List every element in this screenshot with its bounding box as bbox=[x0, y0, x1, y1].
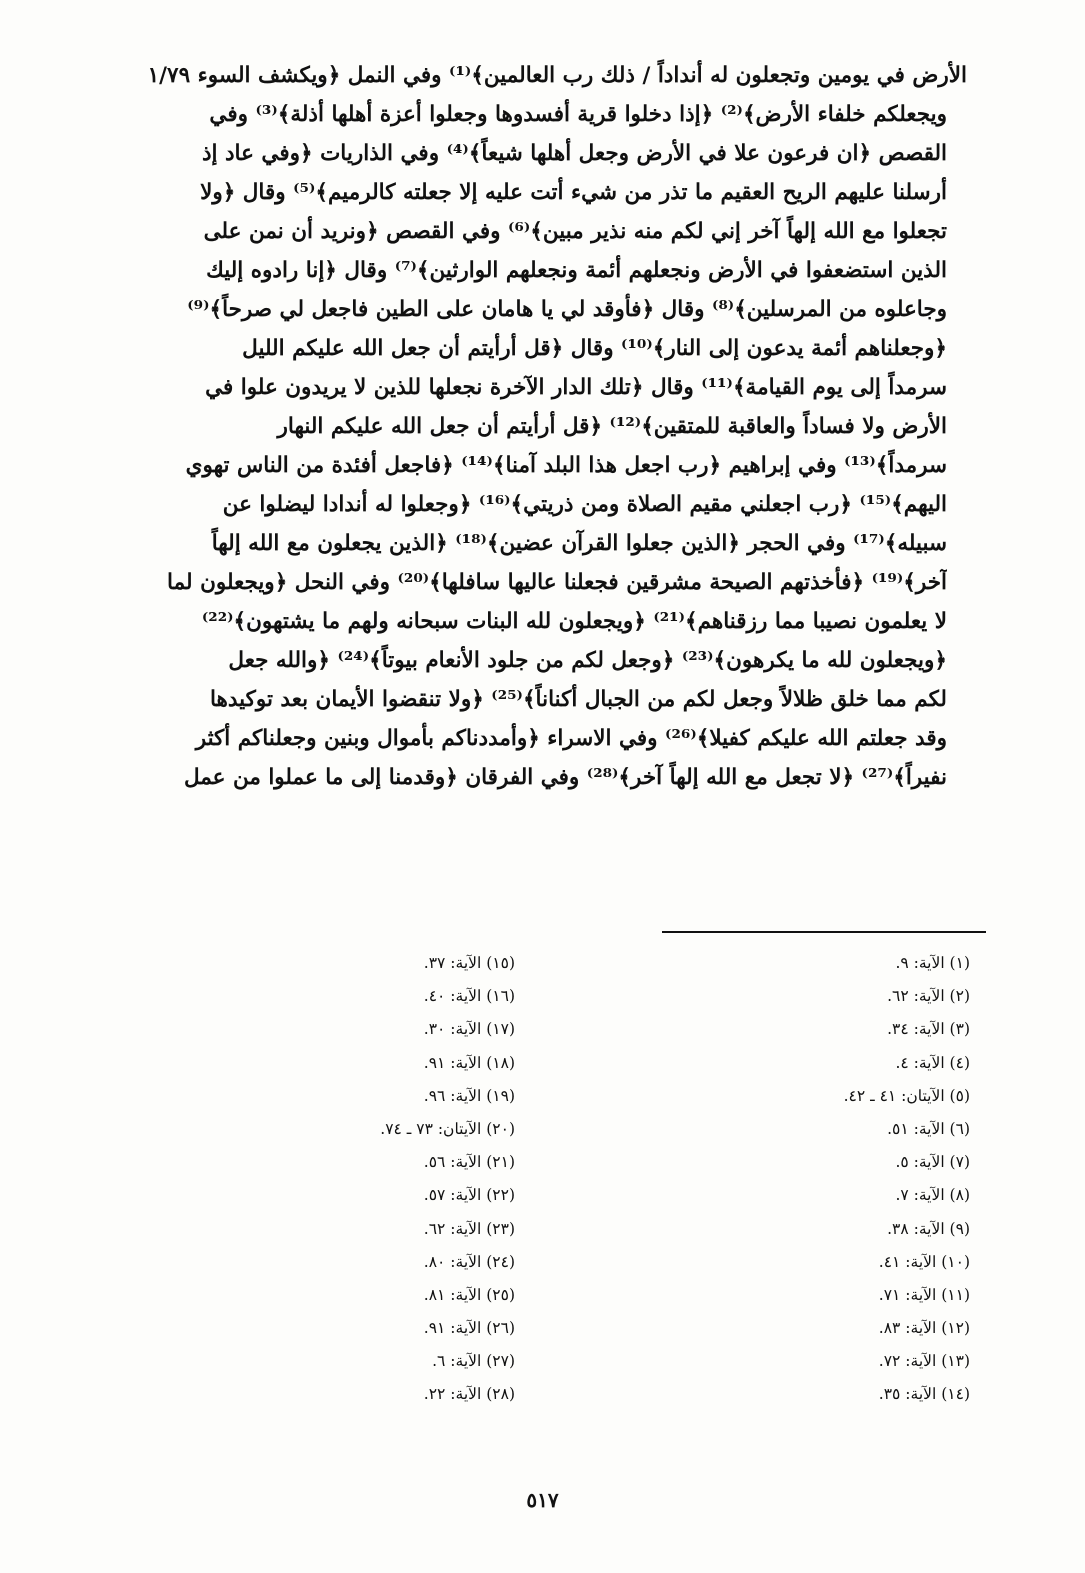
footnote: (٢) الآية: ٦٢. bbox=[887, 987, 970, 1006]
main-body-text bbox=[137, 56, 967, 797]
text-line: اليهم﴾⁽¹⁵⁾ ﴿رب اجعلني مقيم الصلاة ومن ذريتي﴾⁽¹⁶⁾ ﴿وجعلوا له أندادا ليضلوا عن bbox=[222, 492, 947, 517]
footnotes-right-column bbox=[670, 947, 970, 1412]
text-line: الأرض في يومين وتجعلون له أنداداً / ذلك رب العالمين﴾⁽¹⁾ وفي النمل ﴿ويكشف السوء ١/٧٩ bbox=[147, 63, 967, 88]
footnote: (١٦) الآية: ٤٠. bbox=[423, 987, 515, 1006]
footnote: (٨) الآية: ٧. bbox=[895, 1186, 970, 1205]
text-line: وجاعلوه من المرسلين﴾⁽⁸⁾ وقال ﴿فأوقد لي يا هامان على الطين فاجعل لي صرحاً﴾⁽⁹⁾ bbox=[187, 297, 947, 322]
footnote: (٢٨) الآية: ٢٢. bbox=[423, 1385, 515, 1404]
footnote: (١٥) الآية: ٣٧. bbox=[423, 954, 515, 972]
footnote: (١٧) الآية: ٣٠. bbox=[423, 1020, 515, 1039]
text-line: لكم مما خلق ظلالاً وجعل لكم من الجبال أكناناً﴾⁽²⁵⁾ ﴿ولا تنقضوا الأيمان بعد توكيدها bbox=[209, 687, 947, 712]
footnote: (١٣) الآية: ٧٢. bbox=[878, 1352, 970, 1371]
footnote: (٢٤) الآية: ٨٠. bbox=[423, 1252, 515, 1271]
footnote: (٢٥) الآية: ٨١. bbox=[423, 1285, 515, 1304]
text-line: الأرض ولا فساداً والعاقبة للمتقين﴾⁽¹²⁾ ﴿قل أرأيتم أن جعل الله عليكم النهار bbox=[277, 414, 947, 439]
footnote: (٤) الآية: ٤. bbox=[895, 1053, 970, 1072]
text-line: وقد جعلتم الله عليكم كفيلا﴾⁽²⁶⁾ وفي الاسراء ﴿وأمددناكم بأموال وبنين وجعلناكم أكثر bbox=[195, 726, 947, 751]
footnote: (٢٣) الآية: ٦٢. bbox=[423, 1219, 515, 1238]
text-line: الذين استضعفوا في الأرض ونجعلهم أئمة ونجعلهم الوارثين﴾⁽⁷⁾ وقال ﴿إنا رادوه إليك bbox=[206, 258, 947, 283]
text-line: لا يعلمون نصيبا مما رزقناهم﴾⁽²¹⁾ ﴿ويجعلون لله البنات سبحانه ولهم ما يشتهون﴾⁽²²⁾ bbox=[201, 609, 947, 634]
footnote: (٩) الآية: ٣٨. bbox=[887, 1219, 970, 1238]
footnote: (٢٢) الآية: ٥٧. bbox=[423, 1186, 515, 1205]
footnote: (٣) الآية: ٣٤. bbox=[887, 1020, 970, 1039]
text-line: نفيراً﴾⁽²⁷⁾ ﴿لا تجعل مع الله إلهاً آخر﴾⁽²⁸⁾ وفي الفرقان ﴿وقدمنا إلى ما عملوا من عمل bbox=[183, 765, 947, 790]
footnote: (٧) الآية: ٥. bbox=[895, 1153, 970, 1172]
footnote: (١١) الآية: ٧١. bbox=[878, 1285, 970, 1304]
footnote: (٢١) الآية: ٥٦. bbox=[423, 1153, 515, 1172]
footnote-separator bbox=[662, 931, 986, 933]
footnote: (٢٠) الآيتان: ٧٣ ـ ٧٤. bbox=[380, 1119, 515, 1138]
footnotes-left-column bbox=[215, 947, 515, 1412]
text-line: تجعلوا مع الله إلهاً آخر إني لكم منه نذير مبين﴾⁽⁶⁾ وفي القصص ﴿ونريد أن نمن على bbox=[203, 219, 947, 244]
text-line: آخر﴾⁽¹⁹⁾ ﴿فأخذتهم الصيحة مشرقين فجعلنا عاليها سافلها﴾⁽²⁰⁾ وفي النحل ﴿ويجعلون لما bbox=[167, 570, 947, 595]
footnote: (٢٧) الآية: ٦. bbox=[432, 1352, 515, 1371]
text-line: ويجعلكم خلفاء الأرض﴾⁽²⁾ ﴿إذا دخلوا قرية أفسدوها وجعلوا أعزة أهلها أذلة﴾⁽³⁾ وفي bbox=[209, 102, 947, 127]
footnote: (٥) الآيتان: ٤١ ـ ٤٢. bbox=[843, 1086, 970, 1105]
footnote: (٢٦) الآية: ٩١. bbox=[423, 1319, 515, 1338]
footnote: (٦) الآية: ٥١. bbox=[887, 1119, 970, 1138]
text-line: سرمداً إلى يوم القيامة﴾⁽¹¹⁾ وقال ﴿تلك الدار الآخرة نجعلها للذين لا يريدون علوا في bbox=[205, 375, 947, 400]
footnote: (١٢) الآية: ٨٣. bbox=[878, 1319, 970, 1338]
footnote: (١) الآية: ٩. bbox=[895, 954, 970, 972]
text-line: ﴿وجعلناهم أئمة يدعون إلى النار﴾⁽¹⁰⁾ وقال ﴿قل أرأيتم أن جعل الله عليكم الليل bbox=[242, 336, 947, 361]
text-line: سرمداً﴾⁽¹³⁾ وفي إبراهيم ﴿رب اجعل هذا البلد آمنا﴾⁽¹⁴⁾ ﴿فاجعل أفئدة من الناس تهوي bbox=[185, 453, 947, 478]
footnote: (١٠) الآية: ٤١. bbox=[878, 1252, 970, 1271]
text-line: ﴿ويجعلون لله ما يكرهون﴾⁽²³⁾ ﴿وجعل لكم من جلود الأنعام بيوتاً﴾⁽²⁴⁾ ﴿والله جعل bbox=[228, 648, 947, 673]
footnote: (١٩) الآية: ٩٦. bbox=[423, 1086, 515, 1105]
text-line: أرسلنا عليهم الريح العقيم ما تذر من شيء أتت عليه إلا جعلته كالرميم﴾⁽⁵⁾ وقال ﴿ولا bbox=[200, 180, 947, 205]
footnote: (١٨) الآية: ٩١. bbox=[423, 1053, 515, 1072]
footnote: (١٤) الآية: ٣٥. bbox=[878, 1385, 970, 1404]
text-line: القصص ﴿ان فرعون علا في الأرض وجعل أهلها شيعاً﴾⁽⁴⁾ وفي الذاريات ﴿وفي عاد إذ bbox=[201, 141, 947, 166]
page-number: ٥١٧ bbox=[526, 1488, 559, 1512]
text-line: سبيله﴾⁽¹⁷⁾ وفي الحجر ﴿الذين جعلوا القرآن عضين﴾⁽¹⁸⁾ ﴿الذين يجعلون مع الله إلهاً bbox=[211, 531, 947, 556]
